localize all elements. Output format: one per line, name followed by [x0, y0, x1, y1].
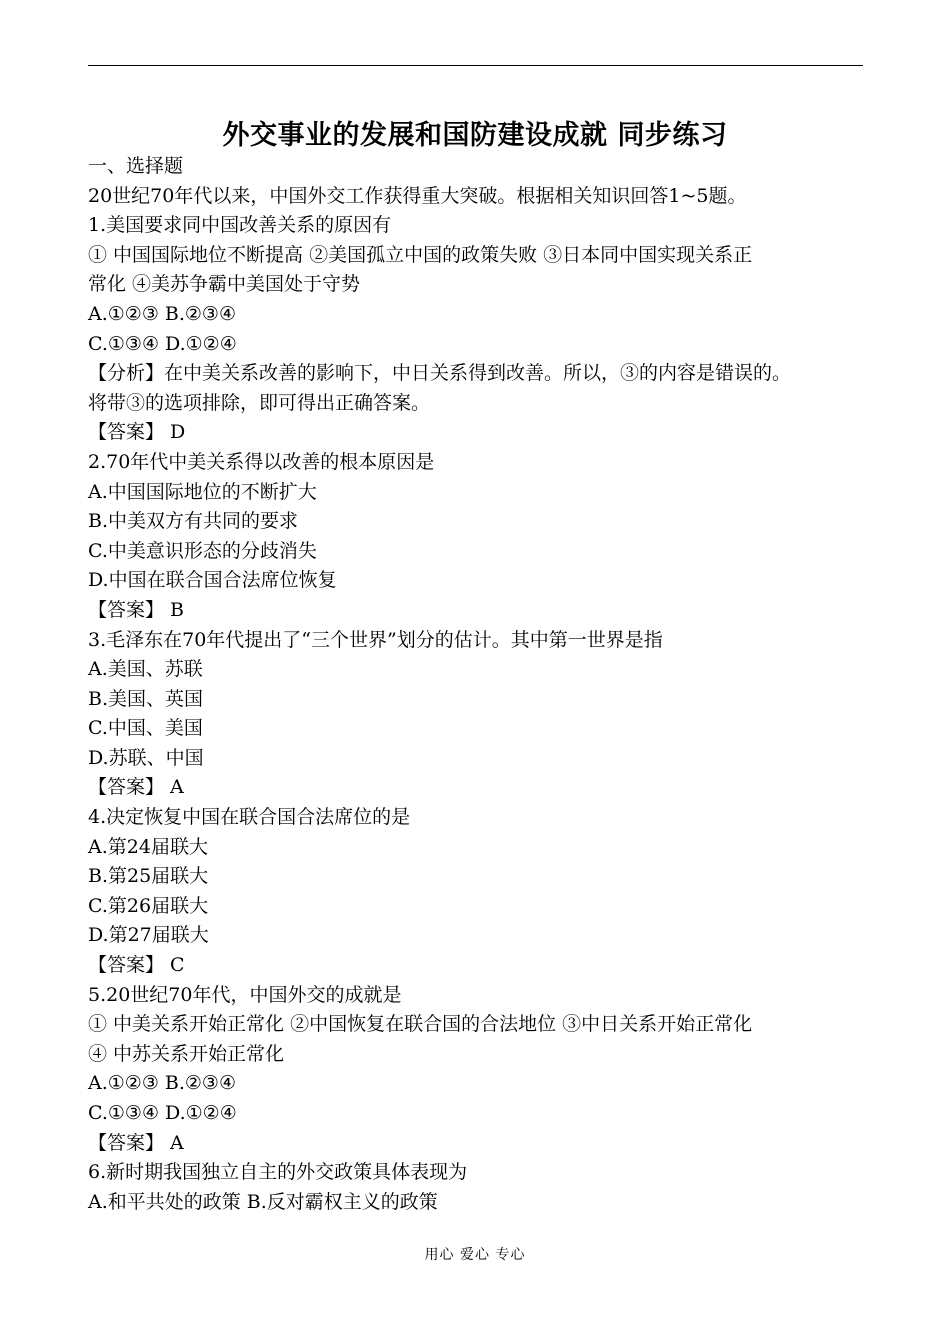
question-3-option-b: B.美国、英国	[88, 687, 204, 710]
question-1-options-ab: A.①②③ B.②③④	[88, 302, 237, 325]
question-1-options-cd: C.①③④ D.①②④	[88, 332, 237, 355]
document-title: 外交事业的发展和国防建设成就 同步练习	[222, 120, 728, 151]
question-2-answer: 【答案】 B	[88, 598, 185, 621]
question-3: 3.毛泽东在70年代提出了“三个世界”划分的估计。其中第一世界是指	[88, 628, 663, 651]
section-heading: 一、选择题	[88, 155, 184, 177]
question-5-options-ab: A.①②③ B.②③④	[88, 1072, 237, 1095]
intro-text: 20世纪70年代以来，中国外交工作获得重大突破。根据相关知识回答1~5题。	[88, 184, 747, 207]
question-5-answer: 【答案】 A	[88, 1131, 184, 1154]
question-1-answer: 【答案】 D	[88, 421, 186, 444]
question-1-analysis: 【分析】在中美关系改善的影响下，中日关系得到改善。所以，③的内容是错误的。	[88, 362, 792, 385]
page-footer: 用心 爱心 专心	[424, 1247, 526, 1263]
question-3-option-d: D.苏联、中国	[88, 746, 204, 769]
question-1: 1.美国要求同中国改善关系的原因有	[88, 214, 392, 237]
question-5: 5.20世纪70年代，中国外交的成就是	[88, 983, 402, 1006]
question-3-answer: 【答案】 A	[88, 776, 184, 799]
question-6-options-ab: A.和平共处的政策 B.反对霸权主义的政策	[88, 1190, 438, 1213]
question-3-option-c: C.中国、美国	[88, 717, 203, 740]
question-4-option-a: A.第24届联大	[88, 835, 208, 858]
question-5-statements: ① 中美关系开始正常化 ②中国恢复在联合国的合法地位 ③中日关系开始正常化	[88, 1013, 753, 1036]
question-6: 6.新时期我国独立自主的外交政策具体表现为	[88, 1161, 468, 1184]
question-4-option-c: C.第26届联大	[88, 894, 209, 917]
question-2-option-d: D.中国在联合国合法席位恢复	[88, 569, 337, 592]
question-2-option-b: B.中美双方有共同的要求	[88, 510, 299, 533]
question-1-analysis-cont: 将带③的选项排除，即可得出正确答案。	[88, 391, 431, 414]
question-2-option-c: C.中美意识形态的分歧消失	[88, 539, 317, 562]
question-4: 4.决定恢复中国在联合国合法席位的是	[88, 806, 411, 829]
document-body	[88, 152, 868, 1217]
question-4-option-d: D.第27届联大	[88, 924, 209, 947]
question-5-options-cd: C.①③④ D.①②④	[88, 1102, 237, 1124]
question-5-statements-cont: ④ 中苏关系开始正常化	[88, 1042, 285, 1065]
question-1-statements: ① 中国国际地位不断提高 ②美国孤立中国的政策失败 ③日本同中国实现关系正	[88, 243, 753, 266]
header-rule	[88, 65, 863, 66]
question-1-statements-cont: 常化 ④美苏争霸中美国处于守势	[88, 273, 361, 296]
question-2-option-a: A.中国国际地位的不断扩大	[88, 480, 317, 503]
question-4-option-b: B.第25届联大	[88, 865, 209, 888]
question-2: 2.70年代中美关系得以改善的根本原因是	[88, 450, 435, 473]
question-4-answer: 【答案】 C	[88, 954, 185, 977]
question-3-option-a: A.美国、苏联	[88, 658, 203, 681]
